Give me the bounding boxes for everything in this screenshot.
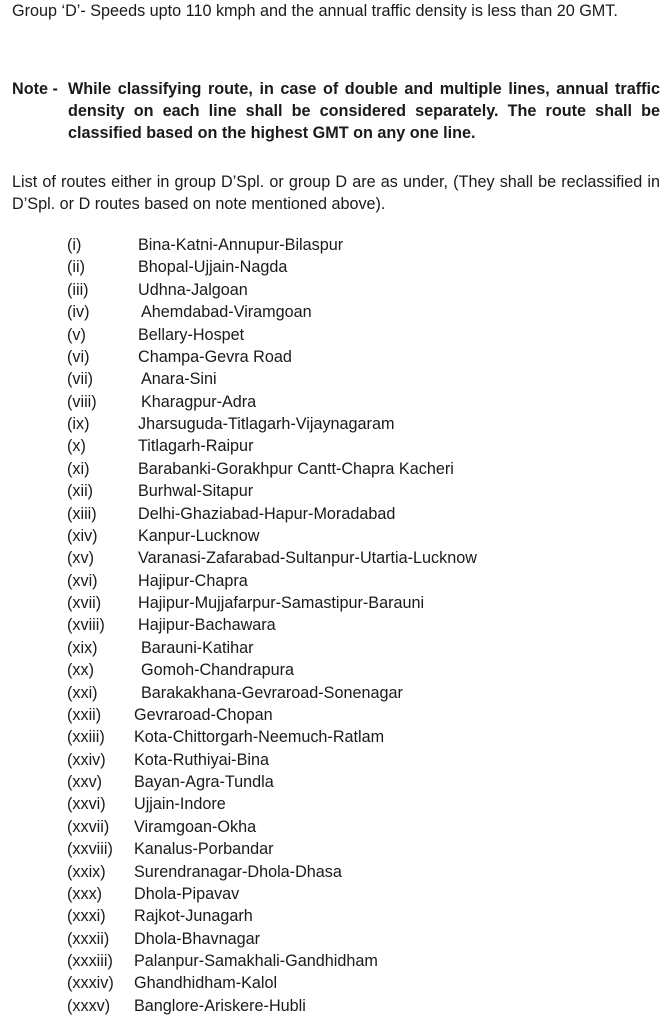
route-number: (xxxiv) bbox=[67, 974, 114, 993]
route-number: (v) bbox=[67, 325, 86, 344]
route-name: Barakakhana-Gevraroad-Sonenagar bbox=[141, 683, 403, 702]
route-number: (xix) bbox=[67, 638, 98, 657]
route-name: Surendranagar-Dhola-Dhasa bbox=[134, 862, 342, 881]
route-item bbox=[67, 726, 657, 748]
route-item bbox=[67, 413, 657, 435]
route-item bbox=[67, 391, 657, 413]
route-item bbox=[67, 458, 657, 480]
route-name: Ghandhidham-Kalol bbox=[134, 974, 278, 993]
note-label: Note - bbox=[12, 80, 58, 98]
route-item bbox=[67, 570, 657, 592]
route-name: Kota-Chittorgarh-Neemuch-Ratlam bbox=[134, 728, 385, 747]
route-name: Palanpur-Samakhali-Gandhidham bbox=[134, 952, 378, 970]
route-number: (ix) bbox=[67, 415, 90, 433]
route-name: Viramgoan-Okha bbox=[134, 817, 257, 836]
route-name: Kanalus-Porbandar bbox=[134, 840, 274, 859]
route-name: Kharagpur-Adra bbox=[141, 392, 257, 411]
route-item bbox=[67, 346, 657, 368]
route-item bbox=[67, 234, 657, 256]
route-number: (xxxiii) bbox=[67, 952, 113, 970]
route-number: (xxix) bbox=[67, 862, 106, 881]
routes-list-intro: List of routes either in group D’Spl. or group D are as under, (They shall be reclassified in D’Spl. or D routes based on note mentioned above). bbox=[12, 173, 660, 213]
route-name: Hajipur-Mujjafarpur-Samastipur-Barauni bbox=[138, 594, 425, 612]
route-item bbox=[67, 682, 657, 704]
route-name: Burhwal-Sitapur bbox=[138, 482, 254, 501]
route-number: (viii) bbox=[67, 392, 97, 411]
route-name: Kota-Ruthiyai-Bina bbox=[134, 750, 269, 769]
route-item bbox=[67, 480, 657, 502]
route-number: (xxiii) bbox=[67, 728, 105, 747]
route-number: (xv) bbox=[67, 549, 94, 568]
route-name: Udhna-Jalgoan bbox=[138, 280, 248, 299]
route-item bbox=[67, 547, 657, 569]
route-number: (xxii) bbox=[67, 705, 102, 724]
route-number: (vii) bbox=[67, 370, 94, 389]
route-item bbox=[67, 950, 657, 972]
route-name: Gomoh-Chandrapura bbox=[141, 661, 294, 680]
route-name: Bayan-Agra-Tundla bbox=[134, 773, 274, 791]
routes-list bbox=[67, 234, 657, 1017]
route-item bbox=[67, 883, 657, 905]
route-number: (x) bbox=[67, 437, 86, 456]
route-item bbox=[67, 256, 657, 278]
route-name: Dhola-Bhavnagar bbox=[134, 929, 260, 948]
route-number: (xxv) bbox=[67, 773, 103, 791]
route-number: (xxiv) bbox=[67, 750, 106, 769]
route-item bbox=[67, 659, 657, 681]
route-name: Hajipur-Chapra bbox=[138, 571, 248, 590]
route-name: Ahemdabad-Viramgoan bbox=[141, 303, 312, 322]
route-item bbox=[67, 525, 657, 547]
route-name: Bellary-Hospet bbox=[138, 325, 245, 344]
route-name: Bina-Katni-Annupur-Bilaspur bbox=[138, 236, 344, 254]
route-item bbox=[67, 301, 657, 323]
route-name: Bhopal-Ujjain-Nagda bbox=[138, 258, 288, 277]
group-d-description: Group ‘D’- Speeds upto 110 kmph and the annual traffic density is less than 20 GMT. bbox=[12, 2, 618, 20]
route-item bbox=[67, 816, 657, 838]
route-number: (xiv) bbox=[67, 526, 98, 545]
route-number: (xxvi) bbox=[67, 795, 106, 814]
route-number: (xxxv) bbox=[67, 996, 111, 1015]
route-name: Kanpur-Lucknow bbox=[138, 526, 260, 545]
route-number: (xvii) bbox=[67, 594, 102, 612]
route-number: (iii) bbox=[67, 280, 89, 299]
route-number: (ii) bbox=[67, 258, 85, 277]
route-item bbox=[67, 324, 657, 346]
route-item bbox=[67, 435, 657, 457]
route-name: Rajkot-Junagarh bbox=[134, 907, 253, 926]
route-item bbox=[67, 972, 657, 994]
route-number: (xiii) bbox=[67, 504, 97, 523]
route-number: (xxviii) bbox=[67, 840, 113, 859]
route-name: Champa-Gevra Road bbox=[138, 347, 292, 366]
route-name: Ujjain-Indore bbox=[134, 795, 226, 814]
route-item bbox=[67, 861, 657, 883]
route-name: Jharsuguda-Titlagarh-Vijaynagaram bbox=[138, 415, 395, 433]
route-item bbox=[67, 368, 657, 390]
route-name: Barabanki-Gorakhpur Cantt-Chapra Kacheri bbox=[138, 459, 454, 478]
route-number: (xxxi) bbox=[67, 907, 106, 926]
route-number: (xxx) bbox=[67, 884, 103, 903]
route-item bbox=[67, 614, 657, 636]
route-name: Hajipur-Bachawara bbox=[138, 616, 276, 635]
route-item bbox=[67, 503, 657, 525]
route-number: (xx) bbox=[67, 661, 94, 680]
route-item bbox=[67, 592, 657, 614]
route-number: (xvi) bbox=[67, 571, 98, 590]
route-item bbox=[67, 637, 657, 659]
route-number: (i) bbox=[67, 236, 82, 254]
route-name: Gevraroad-Chopan bbox=[134, 705, 273, 724]
route-number: (xviii) bbox=[67, 616, 105, 635]
route-number: (vi) bbox=[67, 347, 90, 366]
route-item bbox=[67, 704, 657, 726]
route-number: (xxi) bbox=[67, 683, 98, 702]
route-item bbox=[67, 793, 657, 815]
route-number: (xxxii) bbox=[67, 929, 110, 948]
route-name: Anara-Sini bbox=[141, 370, 217, 389]
route-number: (xii) bbox=[67, 482, 94, 501]
route-name: Titlagarh-Raipur bbox=[138, 437, 254, 456]
route-item bbox=[67, 838, 657, 860]
note-text: While classifying route, in case of double and multiple lines, annual traffic density on each line shall be considered separately. The route shall be classified based on the highest GMT on any one line. bbox=[68, 80, 660, 142]
route-item bbox=[67, 905, 657, 927]
route-name: Banglore-Ariskere-Hubli bbox=[134, 996, 306, 1015]
route-item bbox=[67, 771, 657, 793]
route-item bbox=[67, 995, 657, 1017]
route-item bbox=[67, 928, 657, 950]
route-item bbox=[67, 279, 657, 301]
route-name: Barauni-Katihar bbox=[141, 638, 254, 657]
route-number: (xi) bbox=[67, 459, 90, 478]
route-name: Delhi-Ghaziabad-Hapur-Moradabad bbox=[138, 504, 396, 523]
route-name: Varanasi-Zafarabad-Sultanpur-Utartia-Lucknow bbox=[138, 549, 477, 568]
route-item bbox=[67, 749, 657, 771]
route-name: Dhola-Pipavav bbox=[134, 884, 240, 903]
route-number: (iv) bbox=[67, 303, 90, 322]
route-number: (xxvii) bbox=[67, 817, 110, 836]
